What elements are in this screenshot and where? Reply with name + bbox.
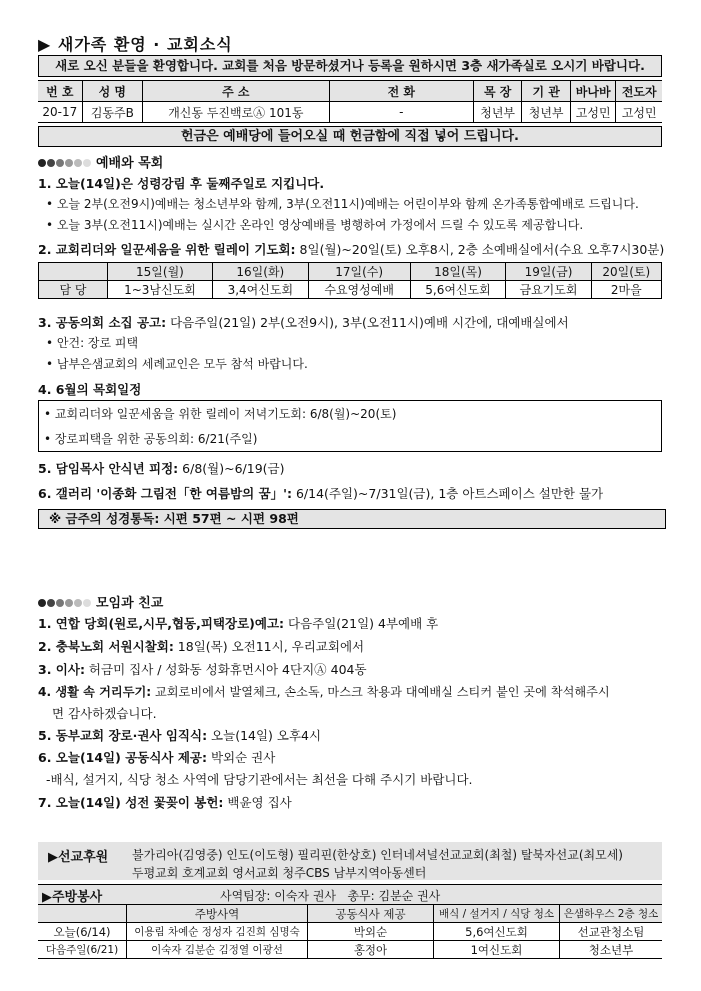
kitchen-leaders: 사역팀장: 이숙자 권사 총무: 김분순 권사 — [220, 889, 441, 903]
cell: 다음주일(6/21) — [38, 941, 127, 959]
mission-line-2: 두평교회 호계교회 영서교회 청주CBS 남부지역아동센터 — [132, 866, 427, 880]
header-cell — [38, 905, 127, 923]
header-cell: 18일(목) — [410, 263, 506, 281]
schedule-item: • 장로피택을 위한 공동의회: 6/21(주일) — [44, 432, 258, 446]
header-cell: 20일(토) — [591, 263, 661, 281]
header-cell: 16일(화) — [212, 263, 308, 281]
cell: 오늘(6/14) — [38, 923, 127, 941]
welcome-banner: 새로 오신 분들을 환영합니다. 교회를 처음 방문하셨거나 등록을 원하시면 3층 새가족실로 오시기 바랍니다. — [38, 55, 662, 77]
table-header-row — [38, 905, 662, 923]
meeting-item-6: 6. 오늘(14일) 공동식사 제공: 박외순 권사 — [38, 750, 276, 765]
dots-icon — [38, 156, 92, 171]
worship-item-3-sub: • 안건: 장로 피택 — [46, 336, 139, 350]
cell — [39, 263, 108, 281]
worship-item-6: 6. 갤러리 '이종화 그림전「한 여름밤의 꿈」': 6/14(주일)~7/31일(금), 1층 아트스페이스 설만한 물가 — [38, 486, 604, 501]
meetings-header — [38, 592, 163, 611]
cell: 고성민 — [616, 102, 662, 123]
cell: 금요기도회 — [506, 281, 591, 299]
cell: 선교관청소팀 — [560, 923, 663, 941]
worship-item-3: 3. 공동의회 소집 공고: 다음주일(21일) 2부(오전9시), 3부(오전11시)예배 시간에, 대예배실에서 — [38, 315, 569, 330]
meeting-item-4-cont: 면 감사하겠습니다. — [52, 706, 157, 721]
header-cell: 17일(수) — [308, 263, 410, 281]
cell: 청년부 — [522, 102, 571, 123]
worship-item-4: 4. 6월의 목회일정 — [38, 382, 142, 397]
worship-item-1-sub: • 오늘 2부(오전9시)예배는 청소년부와 함께, 3부(오전11시)예배는 어린이부와 함께 온가족통합예배로 드립니다. — [46, 197, 639, 211]
cell: 20-17 — [38, 102, 82, 123]
header-cell: 기 관 — [522, 81, 571, 102]
relay-prayer-table — [38, 262, 662, 299]
mission-label: ▶선교후원 — [48, 850, 109, 865]
worship-item-1: 1. 오늘(14일)은 성령강림 후 둘째주일로 지킵니다. — [38, 176, 325, 191]
header-cell: 전 화 — [329, 81, 473, 102]
header-cell: 15일(월) — [108, 263, 213, 281]
meeting-item-3: 3. 이사: 허금미 집사 / 성화동 성화휴먼시아 4단지Ⓐ 404동 — [38, 662, 367, 677]
offering-notice: 헌금은 예배당에 들어오실 때 헌금함에 직접 넣어 드립니다. — [38, 126, 662, 147]
meeting-item-6-cont: -배식, 설거지, 식당 청소 사역에 담당기관에서는 최선을 다해 주시기 바랍니다. — [46, 772, 473, 787]
schedule-item: • 교회리더와 일꾼세움을 위한 릴레이 저녁기도회: 6/8(월)~20(토) — [44, 407, 397, 421]
worship-item-3-sub: • 남부은샘교회의 세례교인은 모두 참석 바랍니다. — [46, 357, 308, 371]
cell: 개신동 두진백로Ⓐ 101동 — [142, 102, 329, 123]
dots-icon — [38, 596, 92, 611]
cell: 수요영성예배 — [308, 281, 410, 299]
header-cell: 주 소 — [142, 81, 329, 102]
table-row — [38, 923, 662, 941]
meeting-item-1: 1. 연합 당회(원로,시무,협동,피택장로)예고: 다음주일(21일) 4부예배 후 — [38, 616, 439, 631]
table-header-row — [38, 81, 662, 102]
cell: 박외순 — [308, 923, 434, 941]
worship-header — [38, 152, 163, 171]
meeting-item-2: 2. 충북노회 서원시찰회: 18일(목) 오전11시, 우리교회에서 — [38, 639, 365, 654]
table-row — [39, 281, 662, 299]
cell: 1~3남신도회 — [108, 281, 213, 299]
worship-item-1-sub: • 오늘 3부(오전11시)예배는 실시간 온라인 영상예배를 병행하여 가정에서 드릴 수 있도록 제공합니다. — [46, 218, 584, 232]
cell: 2마을 — [591, 281, 661, 299]
cell: 이용림 차예순 정성자 김진희 심명숙 — [127, 923, 308, 941]
section-title: ▶ 새가족 환영 · 교회소식 — [38, 35, 233, 54]
header-cell: 주방사역 — [127, 905, 308, 923]
cell: 1여신도회 — [434, 941, 560, 959]
kitchen-table — [38, 904, 662, 959]
meeting-item-4: 4. 생활 속 거리두기: 교회로비에서 발열체크, 손소독, 마스크 착용과 대예배실 스티커 붙인 곳에 착석해주시 — [38, 685, 610, 699]
header-cell: 공동식사 제공 — [308, 905, 434, 923]
kitchen-label: ▶주방봉사 — [42, 890, 103, 905]
cell: 3,4여신도회 — [212, 281, 308, 299]
header-cell: 은샘하우스 2층 청소 — [560, 905, 663, 923]
meeting-item-5: 5. 동부교회 장로·권사 임직식: 오늘(14일) 오후4시 — [38, 728, 322, 743]
header-cell: 성 명 — [82, 81, 142, 102]
cell: 김동주B — [82, 102, 142, 123]
header-cell: 배식 / 설거지 / 식당 청소 — [434, 905, 560, 923]
header-cell: 19일(금) — [506, 263, 591, 281]
cell: 5,6여신도회 — [410, 281, 506, 299]
meeting-item-7: 7. 오늘(14일) 성전 꽃꽂이 봉헌: 백윤영 집사 — [38, 795, 292, 810]
cell: 5,6여신도회 — [434, 923, 560, 941]
bible-reading-banner: ※ 금주의 성경통독: 시편 57편 ~ 시편 98편 — [38, 509, 666, 529]
new-family-table — [38, 80, 662, 123]
mission-line-1: 불가리아(김영중) 인도(이도형) 필리핀(한상호) 인터네셔널선교교회(최철) 탈북자선교(최모세) — [132, 848, 623, 862]
worship-header-text: 예배와 목회 — [96, 156, 164, 171]
header-cell: 전도자 — [616, 81, 662, 102]
cell: - — [329, 102, 473, 123]
row-label: 담 당 — [39, 281, 108, 299]
meetings-header-text: 모임과 친교 — [96, 596, 164, 611]
header-cell: 번 호 — [38, 81, 82, 102]
header-cell: 바나바 — [570, 81, 616, 102]
cell: 고성민 — [570, 102, 616, 123]
table-row — [38, 941, 662, 959]
worship-item-2: 2. 교회리더와 일꾼세움을 위한 릴레이 기도회: 8일(월)~20일(토) 오후8시, 2층 소예배실에서(수요 오후7시30분) — [38, 242, 665, 257]
cell: 홍정아 — [308, 941, 434, 959]
table-row — [38, 102, 662, 123]
table-header-row — [39, 263, 662, 281]
worship-item-5: 5. 담임목사 안식년 피정: 6/8(월)~6/19(금) — [38, 461, 285, 476]
cell: 이숙자 김분순 김정열 이광선 — [127, 941, 308, 959]
cell: 청소년부 — [560, 941, 663, 959]
cell: 청년부 — [473, 102, 522, 123]
header-cell: 목 장 — [473, 81, 522, 102]
